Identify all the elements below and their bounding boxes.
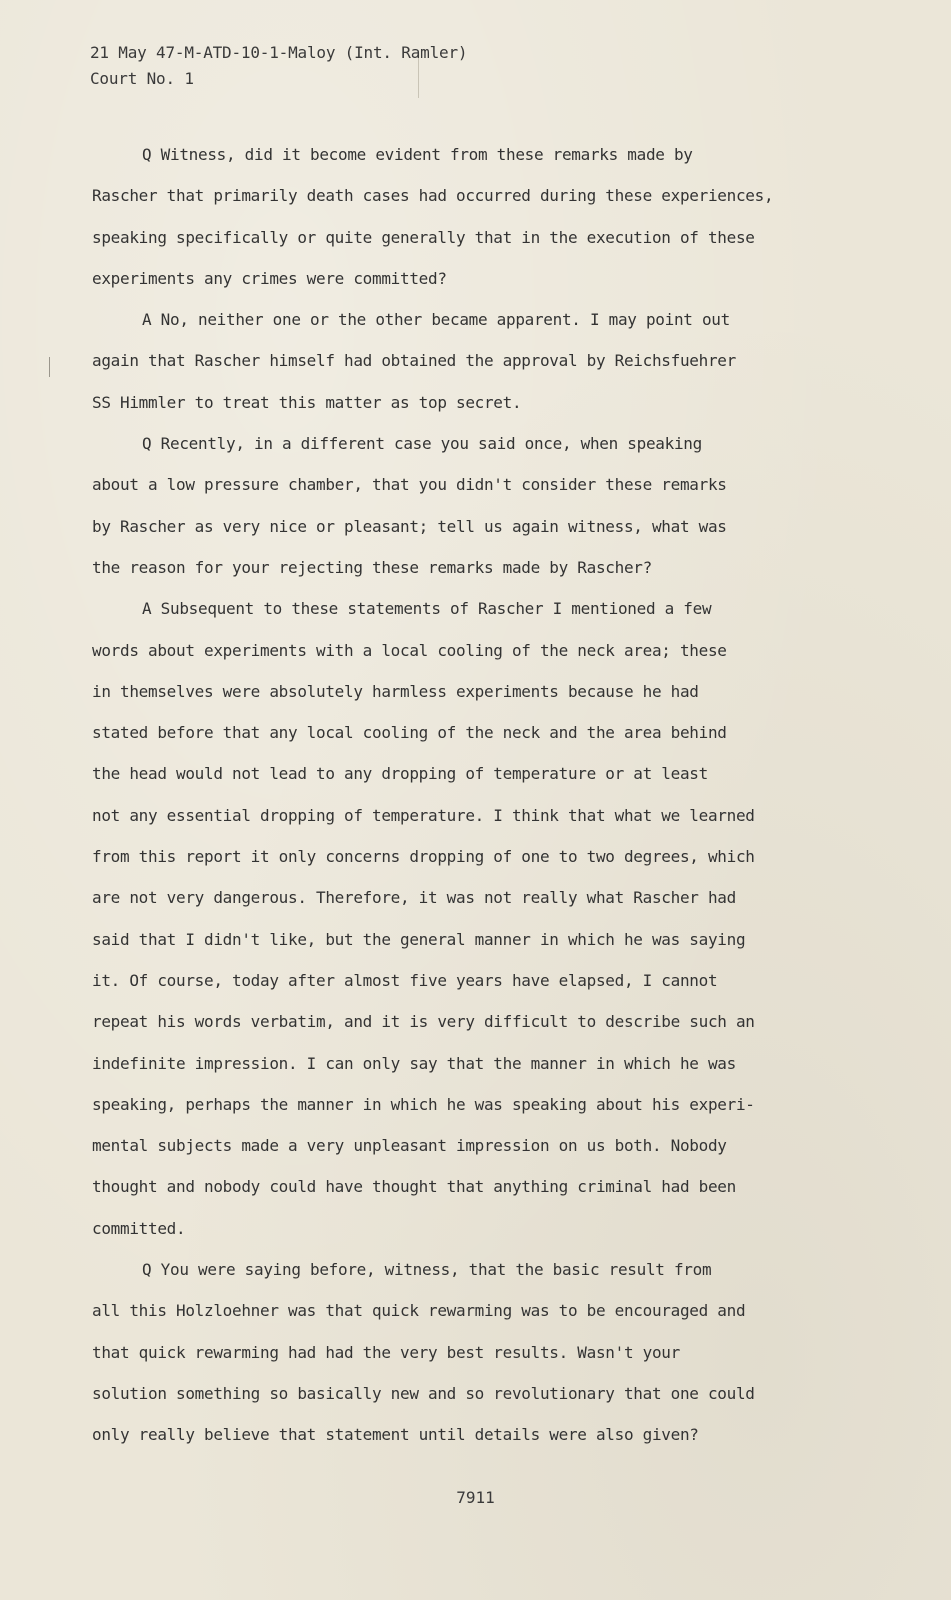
transcript-line: all this Holzloehner was that quick rewarming was to be encouraged and xyxy=(92,1301,746,1321)
transcript-line: not any essential dropping of temperature. I think that what we learned xyxy=(92,805,755,825)
transcript-line: speaking specifically or quite generally that in the execution of these xyxy=(92,227,755,247)
transcript-line: Q Recently, in a different case you said once, when speaking xyxy=(142,434,702,454)
transcript-line: about a low pressure chamber, that you didn't consider these remarks xyxy=(92,475,727,495)
transcript-line: A No, neither one or the other became apparent. I may point out xyxy=(142,310,730,330)
transcript-line: that quick rewarming had had the very best results. Wasn't your xyxy=(92,1342,680,1362)
transcript-line: Q Witness, did it become evident from these remarks made by xyxy=(142,145,693,164)
transcript-line: again that Rascher himself had obtained the approval by Reichsfuehrer xyxy=(92,351,736,371)
transcript-line: the reason for your rejecting these remarks made by Rascher? xyxy=(92,557,652,577)
header-case-line: 21 May 47-M-ATD-10-1-Maloy (Int. Ramler) xyxy=(90,43,468,62)
page-number: 7911 xyxy=(456,1488,495,1507)
transcript-line: experiments any crimes were committed? xyxy=(92,268,447,288)
transcript-line: said that I didn't like, but the general manner in which he was saying xyxy=(92,929,746,949)
header-court-line: Court No. 1 xyxy=(90,69,194,88)
transcript-line: thought and nobody could have thought that anything criminal had been xyxy=(92,1177,736,1197)
margin-mark xyxy=(49,357,50,377)
transcript-line: Q You were saying before, witness, that the basic result from xyxy=(142,1260,712,1280)
transcript-line: in themselves were absolutely harmless experiments because he had xyxy=(92,681,699,701)
transcript-line: solution something so basically new and so revolutionary that one could xyxy=(92,1383,755,1403)
transcript-line: repeat his words verbatim, and it is very difficult to describe such an xyxy=(92,1012,755,1032)
transcript-line: the head would not lead to any dropping of temperature or at least xyxy=(92,764,708,784)
transcript-line: Rascher that primarily death cases had occurred during these experiences, xyxy=(92,186,774,206)
transcript-line: SS Himmler to treat this matter as top secret. xyxy=(92,392,522,412)
document-header xyxy=(90,40,467,92)
transcript-line: it. Of course, today after almost five years have elapsed, I cannot xyxy=(92,970,718,990)
transcript-line: indefinite impression. I can only say that the manner in which he was xyxy=(92,1053,736,1073)
transcript-line: by Rascher as very nice or pleasant; tell us again witness, what was xyxy=(92,516,727,536)
transcript-line: stated before that any local cooling of the neck and the area behind xyxy=(92,723,727,743)
transcript-line: only really believe that statement until details were also given? xyxy=(92,1425,699,1445)
transcript-line: are not very dangerous. Therefore, it was not really what Rascher had xyxy=(92,888,736,908)
transcript-line: words about experiments with a local cooling of the neck area; these xyxy=(92,640,727,660)
transcript-body xyxy=(92,134,852,1456)
transcript-line: speaking, perhaps the manner in which he was speaking about his experi- xyxy=(92,1094,755,1114)
transcript-line: from this report it only concerns dropping of one to two degrees, which xyxy=(92,847,755,867)
transcript-line: A Subsequent to these statements of Rascher I mentioned a few xyxy=(142,599,712,619)
transcript-line: committed. xyxy=(92,1218,186,1238)
transcript-line: mental subjects made a very unpleasant impression on us both. Nobody xyxy=(92,1136,727,1156)
